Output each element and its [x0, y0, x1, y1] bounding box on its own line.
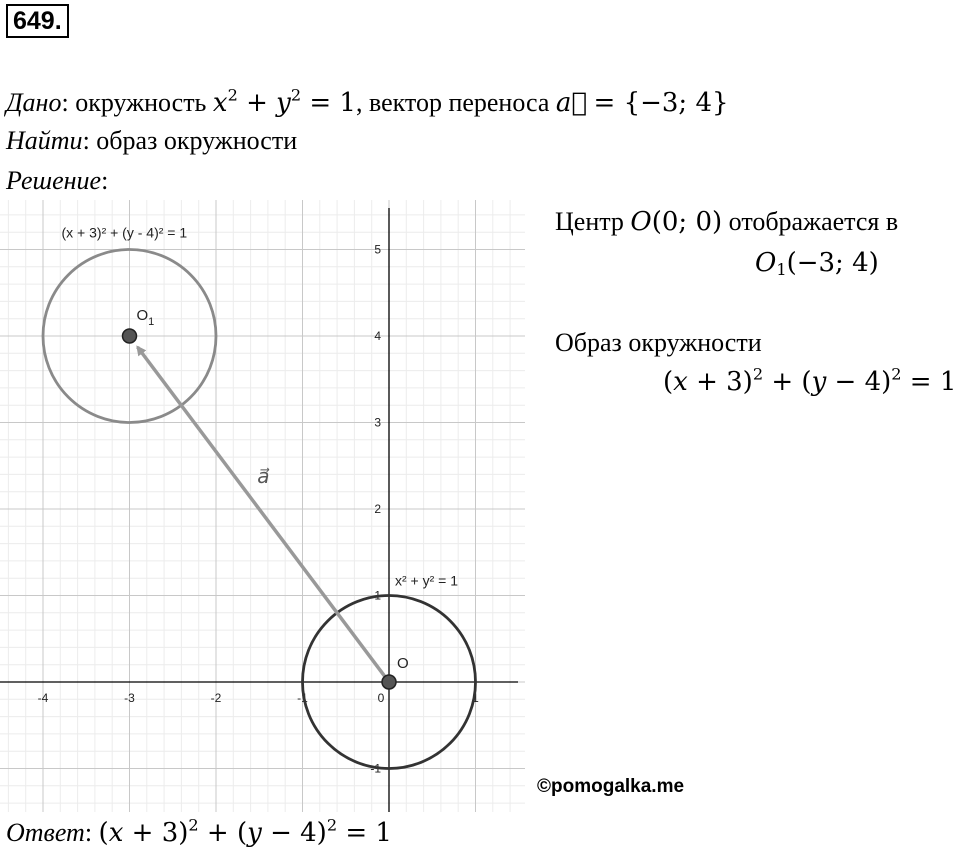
center-line	[555, 206, 898, 238]
image-text: Образ окружности	[555, 328, 762, 357]
coordinate-plot	[0, 200, 525, 812]
circle-equation-label: (x + 3)² + (y - 4)² = 1	[61, 224, 188, 241]
given-text: окружность	[75, 88, 207, 117]
point-marker	[123, 329, 137, 343]
maps-to-text: отображается в	[728, 207, 899, 236]
y-tick-label: -1	[370, 761, 381, 776]
x-tick-label: 0	[377, 691, 385, 705]
y-tick-label: 2	[374, 502, 381, 516]
given-label: Дано	[6, 88, 62, 117]
given-vector-text: вектор переноса	[368, 88, 550, 117]
x-tick-label: -3	[124, 691, 135, 705]
vector-symbol: a⃗	[555, 88, 588, 118]
x-tick-label: -1	[297, 691, 308, 705]
solution-label: Решение	[6, 166, 102, 195]
x-tick-label: 1	[472, 691, 479, 705]
given-line: Дано: окружность $x^2 + y^2 = 1$, вектор переноса a⃗ = {−3; 4}	[6, 85, 729, 118]
point-label: $O_1$	[136, 307, 155, 328]
solution-line: Решение:	[6, 166, 109, 195]
y-tick-label: 3	[374, 415, 381, 430]
x-tick-label: -4	[37, 691, 49, 705]
answer-label: Ответ	[6, 818, 85, 847]
image-equation: $(x + 3)^2 + (y - 4)^2 = 1$	[663, 364, 957, 397]
y-tick-label: 5	[374, 242, 381, 257]
watermark: ©pomogalka.me	[537, 776, 685, 797]
grid-major	[0, 200, 525, 812]
x-tick-label: -2	[210, 691, 222, 705]
vector-label: a⃗	[257, 466, 270, 489]
problem-number: 649.	[6, 4, 69, 38]
center-text: Центр	[555, 207, 624, 236]
y-tick-label: 4	[374, 329, 381, 343]
center-point: O(0; 0)	[630, 207, 723, 237]
find-label: Найти	[6, 126, 83, 155]
find-text: образ окружности	[96, 126, 298, 155]
image-point: $O_1(-3$; 4)	[755, 248, 879, 280]
grid-minor	[0, 200, 525, 812]
vector-arrow	[138, 347, 390, 682]
find-line: Найти: образ окружности	[6, 126, 298, 155]
answer-line: Ответ: $(x + 3)^2 + (y - 4)^2 = 1$	[6, 815, 392, 848]
point-label: O	[397, 655, 409, 672]
point-marker	[382, 675, 396, 689]
given-vector-eq: = {−3; 4}	[593, 88, 729, 118]
given-equation: $x^2 + y^2 = 1$	[212, 85, 356, 118]
y-tick-label: 1	[374, 588, 381, 603]
answer-equation: $(x + 3)^2 + (y - 4)^2 = 1$	[98, 815, 392, 848]
shapes	[43, 225, 476, 769]
circle-equation-label: x² + y² = 1	[395, 572, 459, 589]
